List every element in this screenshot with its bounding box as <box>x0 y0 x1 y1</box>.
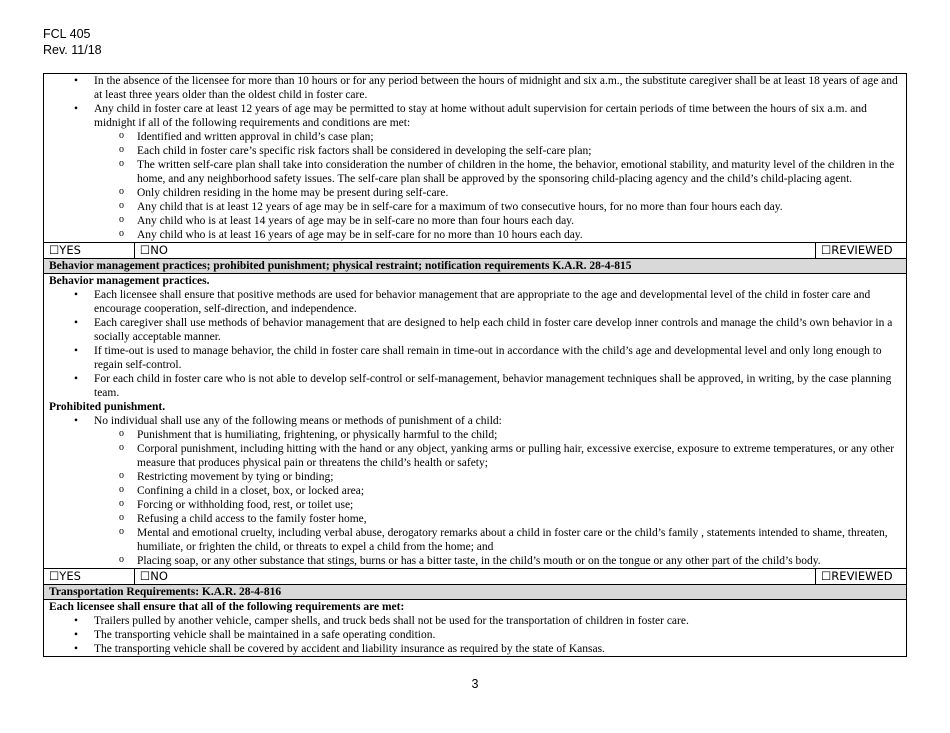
behavior-block <box>44 274 907 569</box>
sub-list-item: o Mental and emotional cruelty, including verbal abuse, derogatory remarks about a child in foster care or the child’s family , statements intended to shame, threaten, humiliate, or frighten the child, or threats to expel a child from the home; and <box>49 526 901 554</box>
sub-list-item: o Only children residing in the home may be present during self-care. <box>49 186 901 200</box>
list-item: • No individual shall use any of the following means or methods of punishment of a child: <box>49 414 901 428</box>
reviewed-checkbox[interactable]: ☐REVIEWED <box>816 243 907 259</box>
subheading-transport-requirements: Each licensee shall ensure that all of the following requirements are met: <box>49 601 405 613</box>
subheading-prohibited-punishment: Prohibited punishment. <box>49 401 166 413</box>
list-item: • In the absence of the licensee for more than 10 hours or for any period between the hours of midnight and six a.m., the substitute caregiver shall be at least 18 years of age and at least three years older than the oldest child in foster care. <box>49 74 901 102</box>
no-checkbox[interactable]: ☐NO <box>134 243 815 259</box>
list-item: • Any child in foster care at least 12 years of age may be permitted to stay at home without adult supervision for certain periods of time between the hours of six a.m. and midnight if all of the following requirements and conditions are met: <box>49 102 901 130</box>
sub-list-item: o Restricting movement by tying or binding; <box>49 470 901 484</box>
sub-list-item: o Confining a child in a closet, box, or locked area; <box>49 484 901 498</box>
form-header <box>43 26 102 58</box>
revision-date: Rev. 11/18 <box>43 43 102 57</box>
list-item: • Each licensee shall ensure that positive methods are used for behavior management that are appropriate to the age and developmental level of the child in foster care and encourage cooperation, self-direction, and independence. <box>49 288 901 316</box>
yes-checkbox[interactable]: ☐YES <box>44 243 135 259</box>
sub-list-item: o Corporal punishment, including hitting with the hand or any object, yanking arms or pulling hair, excessive exercise, exposure to extreme temperatures, or any other measure that produces physical pain or threatens the child’s health or safety; <box>49 442 901 470</box>
section-title-transportation: Transportation Requirements: K.A.R. 28-4-816 <box>44 585 907 600</box>
section-title-behavior: Behavior management practices; prohibited punishment; physical restraint; notification requirements K.A.R. 28-4-815 <box>44 259 907 274</box>
sub-list-item: o Any child who is at least 14 years of age may be in self-care no more than four hours each day. <box>49 214 901 228</box>
sub-list-item: o Any child who is at least 16 years of age may be in self-care for no more than 10 hours each day. <box>49 228 901 242</box>
list-item: • If time-out is used to manage behavior, the child in foster care shall remain in time-out in accordance with the child’s age and developmental level and only long enough to regain self-control. <box>49 344 901 372</box>
sub-list-item: o Each child in foster care’s specific risk factors shall be considered in developing the self-care plan; <box>49 144 901 158</box>
subheading-behavior-practices: Behavior management practices. <box>49 275 210 287</box>
reviewed-checkbox[interactable]: ☐REVIEWED <box>816 569 907 585</box>
sub-list-item: o The written self-care plan shall take into consideration the number of children in the home, the behavior, emotional stability, and maturity level of the children in the home, and any neighborhood safety issues. The self-care plan shall be approved by the sponsoring child-placing agency and the child’s child-placing agent. <box>49 158 901 186</box>
transportation-block <box>44 600 907 657</box>
sub-list-item: o Any child that is at least 12 years of age may be in self-care for a maximum of two consecutive hours, for no more than four hours each day. <box>49 200 901 214</box>
self-care-block <box>44 74 907 243</box>
form-id: FCL 405 <box>43 27 91 41</box>
sub-list-item: o Punishment that is humiliating, frightening, or physically harmful to the child; <box>49 428 901 442</box>
list-item: • The transporting vehicle shall be maintained in a safe operating condition. <box>49 628 901 642</box>
page-number: 3 <box>471 677 479 691</box>
yes-checkbox[interactable]: ☐YES <box>44 569 135 585</box>
requirements-table <box>43 73 907 657</box>
list-item: • Trailers pulled by another vehicle, camper shells, and truck beds shall not be used for the transportation of children in foster care. <box>49 614 901 628</box>
sub-list-item: o Identified and written approval in child’s case plan; <box>49 130 901 144</box>
list-item: • Each caregiver shall use methods of behavior management that are designed to help each child in foster care develop inner controls and manage the child’s own behavior in a socially acceptable manner. <box>49 316 901 344</box>
no-checkbox[interactable]: ☐NO <box>134 569 815 585</box>
sub-list-item: o Forcing or withholding food, rest, or toilet use; <box>49 498 901 512</box>
sub-list-item: o Placing soap, or any other substance that stings, burns or has a bitter taste, in the child’s mouth or on the tongue or any other part of the child’s body. <box>49 554 901 568</box>
list-item: • The transporting vehicle shall be covered by accident and liability insurance as required by the state of Kansas. <box>49 642 901 656</box>
list-item: • For each child in foster care who is not able to develop self-control or self-management, behavior management techniques shall be approved, in writing, by the case planning team. <box>49 372 901 400</box>
sub-list-item: o Refusing a child access to the family foster home, <box>49 512 901 526</box>
